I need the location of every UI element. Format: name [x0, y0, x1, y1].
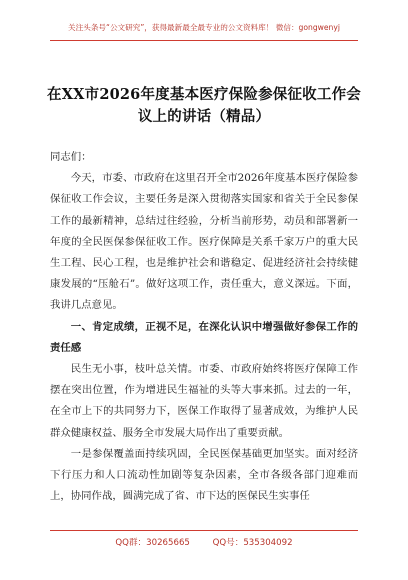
- document-title: 在XX市2026年度基本医疗保险参保征收工作会议上的讲话（精品）: [47, 86, 361, 125]
- header-banner: 关注头条号“公文研究”，获得最新最全最专业的公文资料库！ 微信：gongwenyj: [68, 23, 340, 32]
- header-divider: [50, 40, 358, 41]
- section-heading-1: 一、肯定成绩，正视不足，在深化认识中增强做好参保工作的责任感: [50, 320, 358, 354]
- document-body: [50, 147, 358, 507]
- footer: [0, 536, 408, 548]
- paragraph-intro: 今天，市委、市政府在这里召开全市2026年度基本医疗保险参保征收工作会议，主要任务是深入贯彻落实国家和省关于全民参保工作的最新精神，总结过往经验，分析当前形势，动员和部署新一年度的全民医保参保征收工作。医疗保障是关系千家万户的重大民生工程、民心工程，也是维护社会和谐稳定、促进经济社会持续健康发展的“压舱石”。做好这项工作，责任重大，意义深远。下面，我讲几点意见。: [50, 172, 358, 312]
- footer-divider: [50, 530, 358, 531]
- footer-qq-group: QQ群：30265665: [115, 538, 190, 548]
- paragraph-achievements: 民生无小事，枝叶总关情。市委、市政府始终将医疗保障工作摆在突出位置，作为增进民生福祉的头等大事来抓。过去的一年，在全市上下的共同努力下，医保工作取得了显著成效，为维护人民群众健康权益、服务全市发展大局作出了重要贡献。: [50, 363, 358, 439]
- salutation: 同志们：: [50, 151, 92, 163]
- footer-qq-number: QQ号：535304092: [212, 538, 293, 548]
- paragraph-coverage: 一是参保覆盖面持续巩固，全民医保基础更加坚实。面对经济下行压力和人口流动性加剧等复杂因素，全市各级各部门迎难而上，协同作战，圆满完成了省、市下达的医保民生实事任: [50, 447, 358, 503]
